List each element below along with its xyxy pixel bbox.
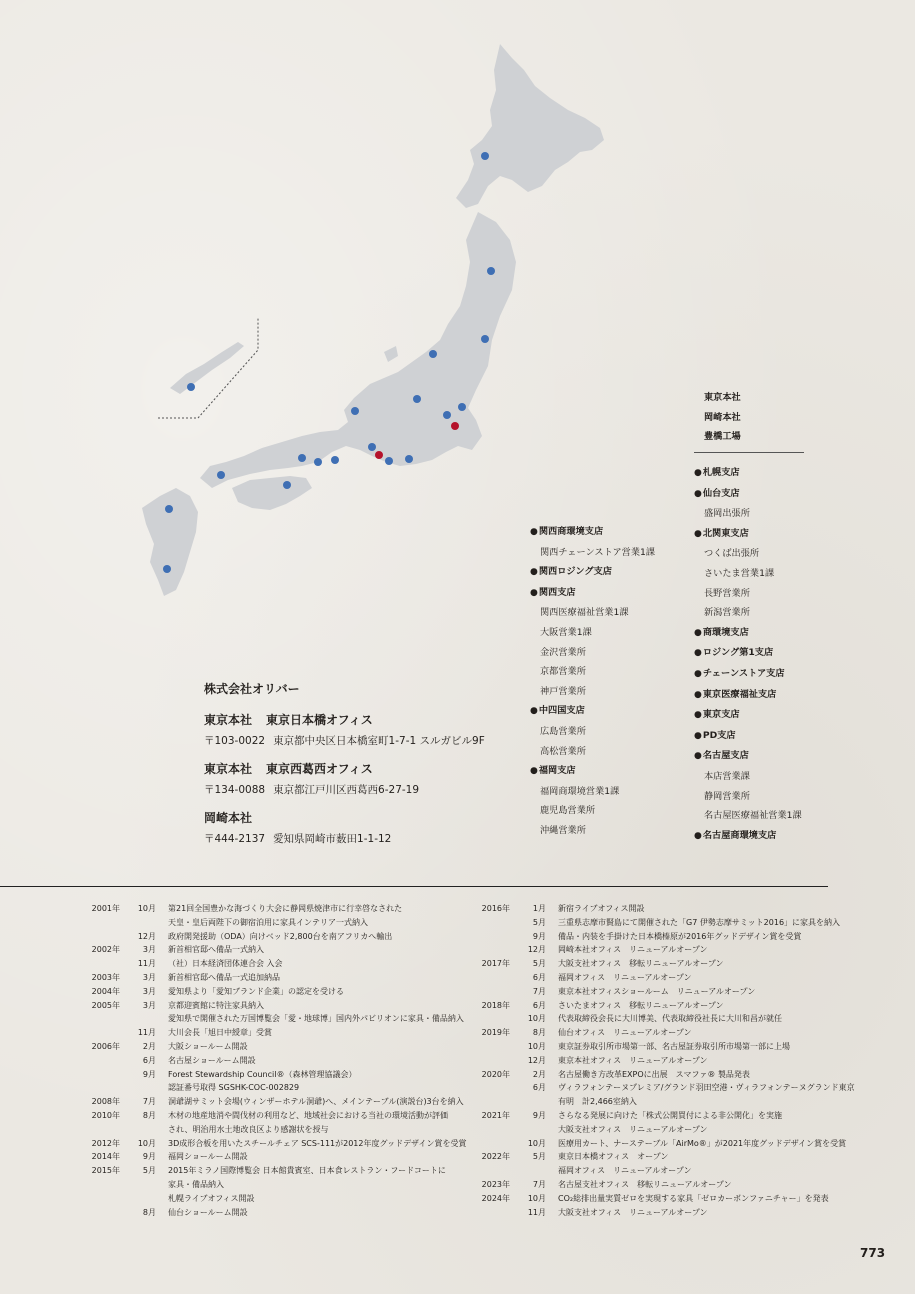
history-year: [470, 1123, 510, 1137]
history-year: 2024年: [481, 1193, 510, 1203]
history-year: 2021年: [481, 1110, 510, 1120]
sales-office: 京都営業所: [540, 666, 586, 678]
sales-office: 名古屋医療福祉営業1課: [704, 810, 802, 822]
history-text: 有明 計2,466室納入: [558, 1097, 637, 1107]
history-text: 東京本社オフィスショールーム リニューアルオープン: [558, 986, 756, 996]
branch-dot: [385, 457, 393, 465]
history-text: 木材の地産地消や間伐材の利用など、地域社会における当社の環境活動が評価: [168, 1110, 448, 1120]
history-month: [120, 916, 156, 930]
branch-dot: [481, 335, 489, 343]
history-year: 2006年: [91, 1041, 120, 1051]
history-text: 愛知県より「愛知ブランド企業」の認定を受ける: [168, 986, 344, 996]
history-month: [510, 1123, 546, 1137]
history-month: 5月: [532, 917, 546, 927]
history-month: 2月: [142, 1041, 156, 1051]
history-year: [80, 1123, 120, 1137]
sales-office: 金沢営業所: [540, 646, 586, 658]
history-year: 2018年: [481, 1000, 510, 1010]
history-year: [470, 1206, 510, 1220]
history-row: [80, 1012, 467, 1026]
history-month: 3月: [142, 945, 156, 955]
history-year: [470, 916, 510, 930]
history-year: 2015年: [91, 1166, 120, 1176]
history-month: 10月: [527, 1138, 546, 1148]
history-text: 家具・備品納入: [168, 1179, 224, 1189]
history-month: 9月: [532, 931, 546, 941]
postal-code: 〒444-2137: [204, 833, 266, 845]
office-address: [204, 782, 485, 797]
history-row: [80, 999, 467, 1013]
history-text: 東京日本橋オフィス オープン: [558, 1152, 669, 1162]
history-row: [470, 985, 855, 999]
history-text: 岡崎本社オフィス リニューアルオープン: [558, 945, 708, 955]
history-year: [80, 1068, 120, 1082]
history-row: [470, 1206, 855, 1220]
history-year: 2005年: [91, 1000, 120, 1010]
history-row: [80, 1137, 467, 1151]
history-row: [80, 916, 467, 930]
branch-dot: [487, 267, 495, 275]
branch-office: ● 商環境支店: [694, 623, 802, 644]
sales-office: 神戸営業所: [540, 685, 586, 697]
history-year: 2019年: [481, 1028, 510, 1038]
office-subname: 東京日本橋オフィス: [266, 713, 373, 727]
hq-list: [704, 388, 741, 447]
history-text: 三重県志摩市賢島にて開催された「G7 伊勢志摩サミット2016」に家具を納入: [558, 917, 841, 927]
history-year: [470, 943, 510, 957]
branch-office: ● 名古屋商環境支店: [694, 826, 802, 847]
history-row: [470, 1137, 855, 1151]
history-year: 2001年: [91, 904, 120, 913]
history-year: [80, 916, 120, 930]
history-right: [470, 902, 855, 1219]
branch-dot: [458, 403, 466, 411]
hq-label: 豊橋工場: [704, 431, 741, 443]
history-row: [470, 1054, 855, 1068]
history-text: 福岡オフィス リニューアルオープン: [558, 1166, 692, 1176]
history-month: 6月: [532, 972, 546, 982]
history-month: [120, 1081, 156, 1095]
sales-office: 盛岡出張所: [704, 508, 750, 520]
history-row: [80, 1081, 467, 1095]
history-row: [470, 930, 855, 944]
branch-list-right: [694, 463, 802, 846]
branch-office: ● 関西支店: [530, 583, 655, 604]
history-year: [80, 1026, 120, 1040]
history-text: さらなる発展に向けた「株式公開買付による非公開化」を実施: [558, 1110, 782, 1120]
address-text: 東京都江戸川区西葛西6-27-19: [273, 784, 420, 796]
history-year: [80, 1178, 120, 1192]
history-text: 3D成形合板を用いたスチールチェア SCS-111が2012年度グッドデザイン賞を受賞: [168, 1138, 467, 1148]
history-month: 7月: [142, 1097, 156, 1107]
history-year: 2023年: [481, 1179, 510, 1189]
history-month: 10月: [137, 904, 156, 913]
history-month: 12月: [137, 931, 156, 941]
history-text: 仙台ショールーム開設: [168, 1207, 248, 1217]
office-subname: 東京西葛西オフィス: [266, 762, 373, 776]
history-row: [80, 1054, 467, 1068]
history-text: 名古屋働き方改革EXPOに出展 スマファ® 製品発表: [558, 1069, 750, 1079]
history-text: 大阪支社オフィス 移転リニューアルオープン: [558, 959, 724, 969]
history-text: 備品・内装を手掛けた日本橋榛原が2016年グッドデザイン賞を受賞: [558, 931, 802, 941]
history-month: 5月: [142, 1166, 156, 1176]
history-month: 9月: [532, 1110, 546, 1120]
history-text: 認証番号取得 SGSHK-COC-002829: [168, 1083, 300, 1093]
history-row: [470, 1192, 855, 1206]
history-row: [470, 916, 855, 930]
section-divider: [0, 886, 828, 887]
history-row: [470, 943, 855, 957]
branch-office: ● PD支店: [694, 726, 802, 747]
history-month: 6月: [532, 1000, 546, 1010]
map-shikoku: [232, 476, 312, 510]
history-text: 大阪ショールーム開設: [168, 1041, 248, 1051]
history-month: 11月: [137, 1028, 156, 1038]
sales-office: 新潟営業所: [704, 607, 750, 619]
branch-office: ● 関西商環境支店: [530, 522, 655, 543]
history-month: 9月: [142, 1069, 156, 1079]
history-text: 東京証券取引所市場第一部、名古屋証券取引所市場第一部に上場: [558, 1041, 790, 1051]
history-year: 2022年: [481, 1152, 510, 1162]
sales-office: 関西医療福祉営業1課: [540, 607, 629, 619]
sales-office: 静岡営業所: [704, 790, 750, 802]
history-year: [80, 1192, 120, 1206]
history-month: [510, 1164, 546, 1178]
history-row: [470, 1123, 855, 1137]
branch-list-left: [530, 522, 655, 841]
branch-dot: [163, 565, 171, 573]
branch-dot: [405, 455, 413, 463]
history-text: 大阪支社オフィス リニューアルオープン: [558, 1124, 708, 1134]
history-month: 3月: [142, 986, 156, 996]
history-year: [470, 1137, 510, 1151]
history-month: 8月: [142, 1110, 156, 1120]
map-hokkaido: [456, 44, 604, 208]
history-row: [470, 957, 855, 971]
history-text: 福岡ショールーム開設: [168, 1152, 248, 1162]
history-year: [470, 930, 510, 944]
branch-office: ● 仙台支店: [694, 484, 802, 505]
history-row: [80, 985, 467, 999]
sales-office: さいたま営業1課: [704, 567, 775, 579]
history-month: 10月: [527, 1014, 546, 1024]
page-number: 773: [860, 1246, 886, 1260]
history-row: [80, 1192, 467, 1206]
history-year: [470, 1040, 510, 1054]
history-text: 2015年ミラノ国際博覧会 日本館貴賓室、日本食レストラン・フードコートに: [168, 1166, 446, 1176]
history-text: され、明治用水土地改良区より感謝状を授与: [168, 1124, 329, 1134]
branch-office: ● 北関東支店: [694, 524, 802, 545]
office-title: [204, 711, 485, 728]
history-year: 2002年: [91, 945, 120, 955]
history-row: [470, 1109, 855, 1123]
history-text: 天皇・皇后両陛下の御宿泊用に家具インテリア一式納入: [168, 917, 368, 927]
history-row: [80, 1164, 467, 1178]
history-month: [120, 1192, 156, 1206]
branch-dot: [429, 350, 437, 358]
history-text: 代表取締役会長に大川博美、代表取締役社長に大川和昌が就任: [558, 1014, 782, 1024]
sales-office: 沖縄営業所: [540, 824, 586, 836]
sales-office: 関西チェーンストア営業1課: [540, 546, 656, 558]
history-row: [470, 1150, 855, 1164]
office-address: [204, 733, 485, 748]
history-year: [80, 1081, 120, 1095]
office-title: [204, 760, 485, 777]
history-text: Forest Stewardship Council®（森林管理協議会）: [168, 1069, 357, 1079]
history-month: 3月: [142, 972, 156, 982]
history-year: 2012年: [91, 1138, 120, 1148]
history-text: 政府開発援助（ODA）向けベッド2,800台を南アフリカへ輸出: [168, 931, 393, 941]
history-month: 9月: [142, 1152, 156, 1162]
branch-dot: [187, 383, 195, 391]
map-kyushu: [142, 488, 198, 596]
history-month: [510, 1095, 546, 1109]
history-row: [470, 1040, 855, 1054]
history-text: さいたまオフィス 移転リニューアルオープン: [558, 1000, 724, 1010]
sales-office: 大阪営業1課: [540, 626, 592, 638]
history-month: 7月: [532, 1179, 546, 1189]
map-okinawa: [170, 342, 244, 394]
history-row: [80, 971, 467, 985]
history-month: [120, 1012, 156, 1026]
history-year: [80, 1012, 120, 1026]
history-month: [120, 1178, 156, 1192]
office-name: 東京本社: [204, 762, 253, 776]
map-honshu: [200, 212, 516, 488]
sales-office: つくば出張所: [704, 548, 760, 560]
history-text: （社）日本経済団体連合会 入会: [168, 959, 283, 969]
history-text: 新宿ライブオフィス開設: [558, 904, 645, 913]
history-text: 札幌ライブオフィス開設: [168, 1193, 255, 1203]
history-year: 2017年: [481, 959, 510, 969]
branch-office: ● 福岡支店: [530, 761, 655, 782]
history-month: 3月: [142, 1000, 156, 1010]
history-month: 8月: [532, 1028, 546, 1038]
branch-dot: [331, 456, 339, 464]
history-row: [80, 957, 467, 971]
branch-dot: [217, 471, 225, 479]
company-name: 株式会社オリバー: [204, 682, 300, 696]
history-row: [470, 1026, 855, 1040]
history-row: [80, 1178, 467, 1192]
hq-divider: [694, 452, 804, 453]
branch-dot: [413, 395, 421, 403]
history-text: ヴィラフォンテーヌプレミア/グランド羽田空港・ヴィラフォンテーヌグランド東京: [558, 1083, 855, 1093]
history-year: [80, 1054, 120, 1068]
sales-office: 広島営業所: [540, 725, 586, 737]
branch-office: ● 東京医療福祉支店: [694, 685, 802, 706]
history-left: [80, 902, 467, 1219]
company-info: [204, 680, 485, 858]
history-month: 5月: [532, 959, 546, 969]
branch-dot: [165, 505, 173, 513]
history-year: 2014年: [91, 1152, 120, 1162]
history-row: [80, 1026, 467, 1040]
postal-code: 〒134-0088: [204, 784, 266, 796]
history-text: 第21回全国豊かな海づくり大会に静岡県焼津市に行幸啓なされた: [168, 904, 403, 913]
history-text: 新首相官邸へ備品一式追加納品: [168, 972, 280, 982]
history-text: 愛知県で開催された万国博覧会「愛・地球博」国内外パビリオンに家具・備品納入: [168, 1014, 464, 1024]
history-month: 10月: [527, 1193, 546, 1203]
history-year: [80, 930, 120, 944]
history-year: 2004年: [91, 986, 120, 996]
branch-office: ● チェーンストア支店: [694, 664, 802, 685]
history-text: 洞爺湖サミット会場(ウィンザーホテル洞爺)へ、メインテーブル(演説台)3台を納入: [168, 1097, 464, 1107]
branch-dot: [351, 407, 359, 415]
history-row: [80, 1109, 467, 1123]
branch-office: ● 名古屋支店: [694, 746, 802, 767]
history-month: 7月: [532, 986, 546, 996]
history-text: 名古屋ショールーム開設: [168, 1055, 256, 1065]
history-row: [80, 930, 467, 944]
postal-code: 〒103-0022: [204, 735, 266, 747]
sales-office: 本店営業課: [704, 770, 750, 782]
history-row: [80, 1040, 467, 1054]
history-month: [120, 1123, 156, 1137]
history-year: [470, 1081, 510, 1095]
history-year: 2010年: [91, 1110, 120, 1120]
history-row: [470, 999, 855, 1013]
branch-dot: [481, 152, 489, 160]
history-row: [80, 1095, 467, 1109]
history-row: [80, 902, 467, 916]
history-row: [470, 1012, 855, 1026]
history-text: CO₂総排出量実質ゼロを実現する家具「ゼロカーボンファニチャー」を発表: [558, 1193, 829, 1203]
history-text: 大阪支社オフィス リニューアルオープン: [558, 1207, 708, 1217]
history-text: 京都迎賓館に特注家具納入: [168, 1000, 264, 1010]
history-row: [80, 943, 467, 957]
branch-office: ● 東京支店: [694, 705, 802, 726]
hq-dot: [451, 422, 459, 430]
branch-dot: [314, 458, 322, 466]
history-year: [80, 1206, 120, 1220]
history-month: 8月: [142, 1207, 156, 1217]
map-sado: [384, 346, 398, 362]
history-row: [470, 1095, 855, 1109]
hq-label: 東京本社: [704, 392, 741, 403]
history-row: [470, 1081, 855, 1095]
sales-office: 福岡商環境営業1課: [540, 785, 620, 797]
history-row: [470, 1164, 855, 1178]
office-address: [204, 831, 485, 846]
history-year: 2003年: [91, 972, 120, 982]
history-row: [80, 1123, 467, 1137]
branch-office: ● 札幌支店: [694, 463, 802, 484]
history-row: [80, 1206, 467, 1220]
history-text: 医療用カート、ナーステーブル「AirMo®」が2021年度グッドデザイン賞を受賞: [558, 1138, 847, 1148]
history-month: 1月: [532, 904, 546, 913]
branch-office: ● 中四国支店: [530, 701, 655, 722]
address-text: 愛知県岡崎市薮田1-1-12: [273, 833, 392, 845]
history-year: [470, 971, 510, 985]
sales-office: 高松営業所: [540, 745, 586, 757]
history-year: 2016年: [481, 904, 510, 913]
history-text: 福岡オフィス リニューアルオープン: [558, 972, 692, 982]
office-name: 岡崎本社: [204, 811, 253, 825]
history-row: [470, 902, 855, 916]
history-row: [80, 1068, 467, 1082]
hq-label: 岡崎本社: [704, 411, 741, 423]
history-month: 12月: [527, 945, 546, 955]
hq-dot: [375, 451, 383, 459]
history-month: 5月: [532, 1152, 546, 1162]
history-text: 大川会長「旭日中綬章」受賞: [168, 1028, 272, 1038]
office-name: 東京本社: [204, 713, 253, 727]
branch-dot: [443, 411, 451, 419]
history-year: [470, 1095, 510, 1109]
address-text: 東京都中央区日本橋室町1-7-1 スルガビル9F: [273, 735, 485, 747]
branch-office: ● 関西ロジング支店: [530, 562, 655, 583]
history-text: 名古屋支社オフィス 移転リニューアルオープン: [558, 1179, 732, 1189]
history-year: [470, 1054, 510, 1068]
sales-office: 鹿児島営業所: [540, 805, 596, 817]
history-row: [80, 1150, 467, 1164]
history-year: [470, 1012, 510, 1026]
branch-office: ● ロジング第1支店: [694, 643, 802, 664]
history-text: 仙台オフィス リニューアルオープン: [558, 1028, 692, 1038]
history-row: [470, 1068, 855, 1082]
history-year: [80, 957, 120, 971]
history-text: 新首相官邸へ備品一式納入: [168, 945, 264, 955]
history-row: [470, 971, 855, 985]
history-month: 11月: [527, 1207, 546, 1217]
history-year: 2020年: [481, 1069, 510, 1079]
history-month: 12月: [527, 1055, 546, 1065]
branch-dot: [298, 454, 306, 462]
history-row: [470, 1178, 855, 1192]
history-month: 6月: [142, 1055, 156, 1065]
history-month: 6月: [532, 1083, 546, 1093]
history-month: 11月: [137, 959, 156, 969]
history-year: [470, 985, 510, 999]
branch-dot: [283, 481, 291, 489]
history-month: 10月: [137, 1138, 156, 1148]
branch-dot: [368, 443, 376, 451]
office-title: [204, 809, 485, 826]
history-year: 2008年: [91, 1097, 120, 1107]
history-month: 10月: [527, 1041, 546, 1051]
history-year: [470, 1164, 510, 1178]
history-text: 東京本社オフィス リニューアルオープン: [558, 1055, 708, 1065]
history-month: 2月: [532, 1069, 546, 1079]
sales-office: 長野営業所: [704, 587, 750, 599]
